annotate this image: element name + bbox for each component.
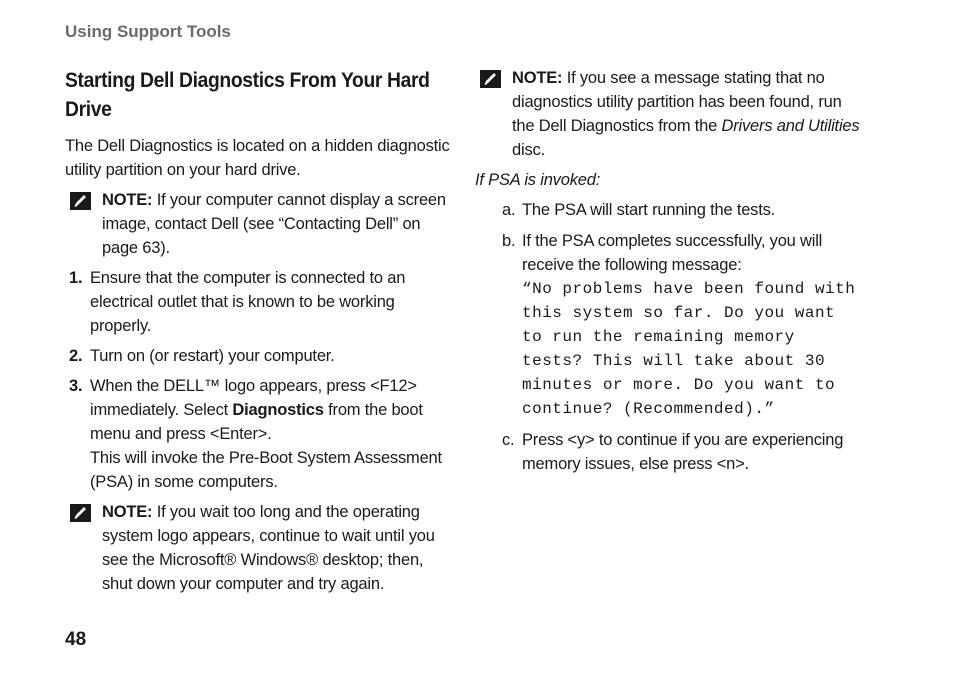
note-text: If you see a message stating that no diagnostics utility partition has been found, run the Dell Diagnostics from the: [512, 69, 842, 135]
left-column: [65, 66, 450, 602]
note-display: [65, 188, 450, 260]
note-label: NOTE:: [102, 503, 153, 521]
step-text: Ensure that the computer is connected to an electrical outlet that is known to be working properly.: [90, 269, 406, 335]
step-text-continued: from the boot menu and press <Enter>.: [90, 401, 423, 443]
note-partition: [475, 66, 865, 162]
drivers-utilities-disc: Drivers and Utilities: [721, 117, 860, 135]
step-number: 1.: [69, 269, 83, 287]
item-letter: a.: [502, 201, 516, 219]
psa-list: [475, 198, 865, 476]
item-text: If the PSA completes successfully, you will receive the following message:: [522, 232, 823, 274]
page-number: 48: [65, 629, 87, 650]
item-letter: b.: [502, 232, 516, 250]
psa-item: [502, 428, 865, 476]
note-text: If you wait too long and the operating system logo appears, continue to wait until you see the Microsoft® Windows® desktop; then, shut down your computer and try again.: [102, 503, 435, 593]
psa-message: [522, 277, 865, 421]
note-label: NOTE:: [102, 191, 153, 209]
note-text-end: disc.: [512, 141, 545, 159]
psa-item: [502, 198, 865, 222]
psa-item: [502, 229, 865, 421]
step-item: [65, 266, 450, 338]
step-text: When the DELL™ logo appears, press <F12> immediately. Select: [90, 377, 417, 419]
step-number: 2.: [69, 347, 83, 365]
step-psa-text: This will invoke the Pre-Boot System Assessment (PSA) in some computers.: [90, 449, 442, 491]
item-text: Press <y> to continue if you are experiencing memory issues, else press <n>.: [522, 431, 844, 473]
close-quote: ”: [764, 400, 775, 418]
pencil-note-icon: [480, 70, 501, 88]
pencil-note-icon: [70, 504, 91, 522]
step-text: Turn on (or restart) your computer.: [90, 347, 335, 365]
pencil-note-icon: [70, 192, 91, 210]
item-letter: c.: [502, 431, 515, 449]
message-text: No problems have been found with this system so far. Do you want to run the remaining memory tests? This will take about 30 minutes or more. Do you want to continue? (Recommended).: [522, 280, 856, 418]
open-quote: “: [522, 280, 533, 298]
note-label: NOTE:: [512, 69, 563, 87]
intro-paragraph: The Dell Diagnostics is located on a hidden diagnostic utility partition on your hard drive.: [65, 137, 450, 179]
right-column: [475, 66, 865, 483]
item-text: The PSA will start running the tests.: [522, 201, 776, 219]
step-item: [65, 344, 450, 368]
section-label: Using Support Tools: [65, 22, 231, 41]
psa-label: If PSA is invoked:: [475, 171, 601, 189]
step-number: 3.: [69, 377, 83, 395]
note-wait: [65, 500, 450, 596]
diagnostics-option: Diagnostics: [232, 401, 324, 419]
page-heading: Starting Dell Diagnostics From Your Hard Drive: [65, 69, 430, 121]
steps-list: [65, 266, 450, 494]
note-text: If your computer cannot display a screen image, contact Dell (see “Contacting Dell” on page 63).: [102, 191, 446, 257]
step-item: [65, 374, 450, 494]
